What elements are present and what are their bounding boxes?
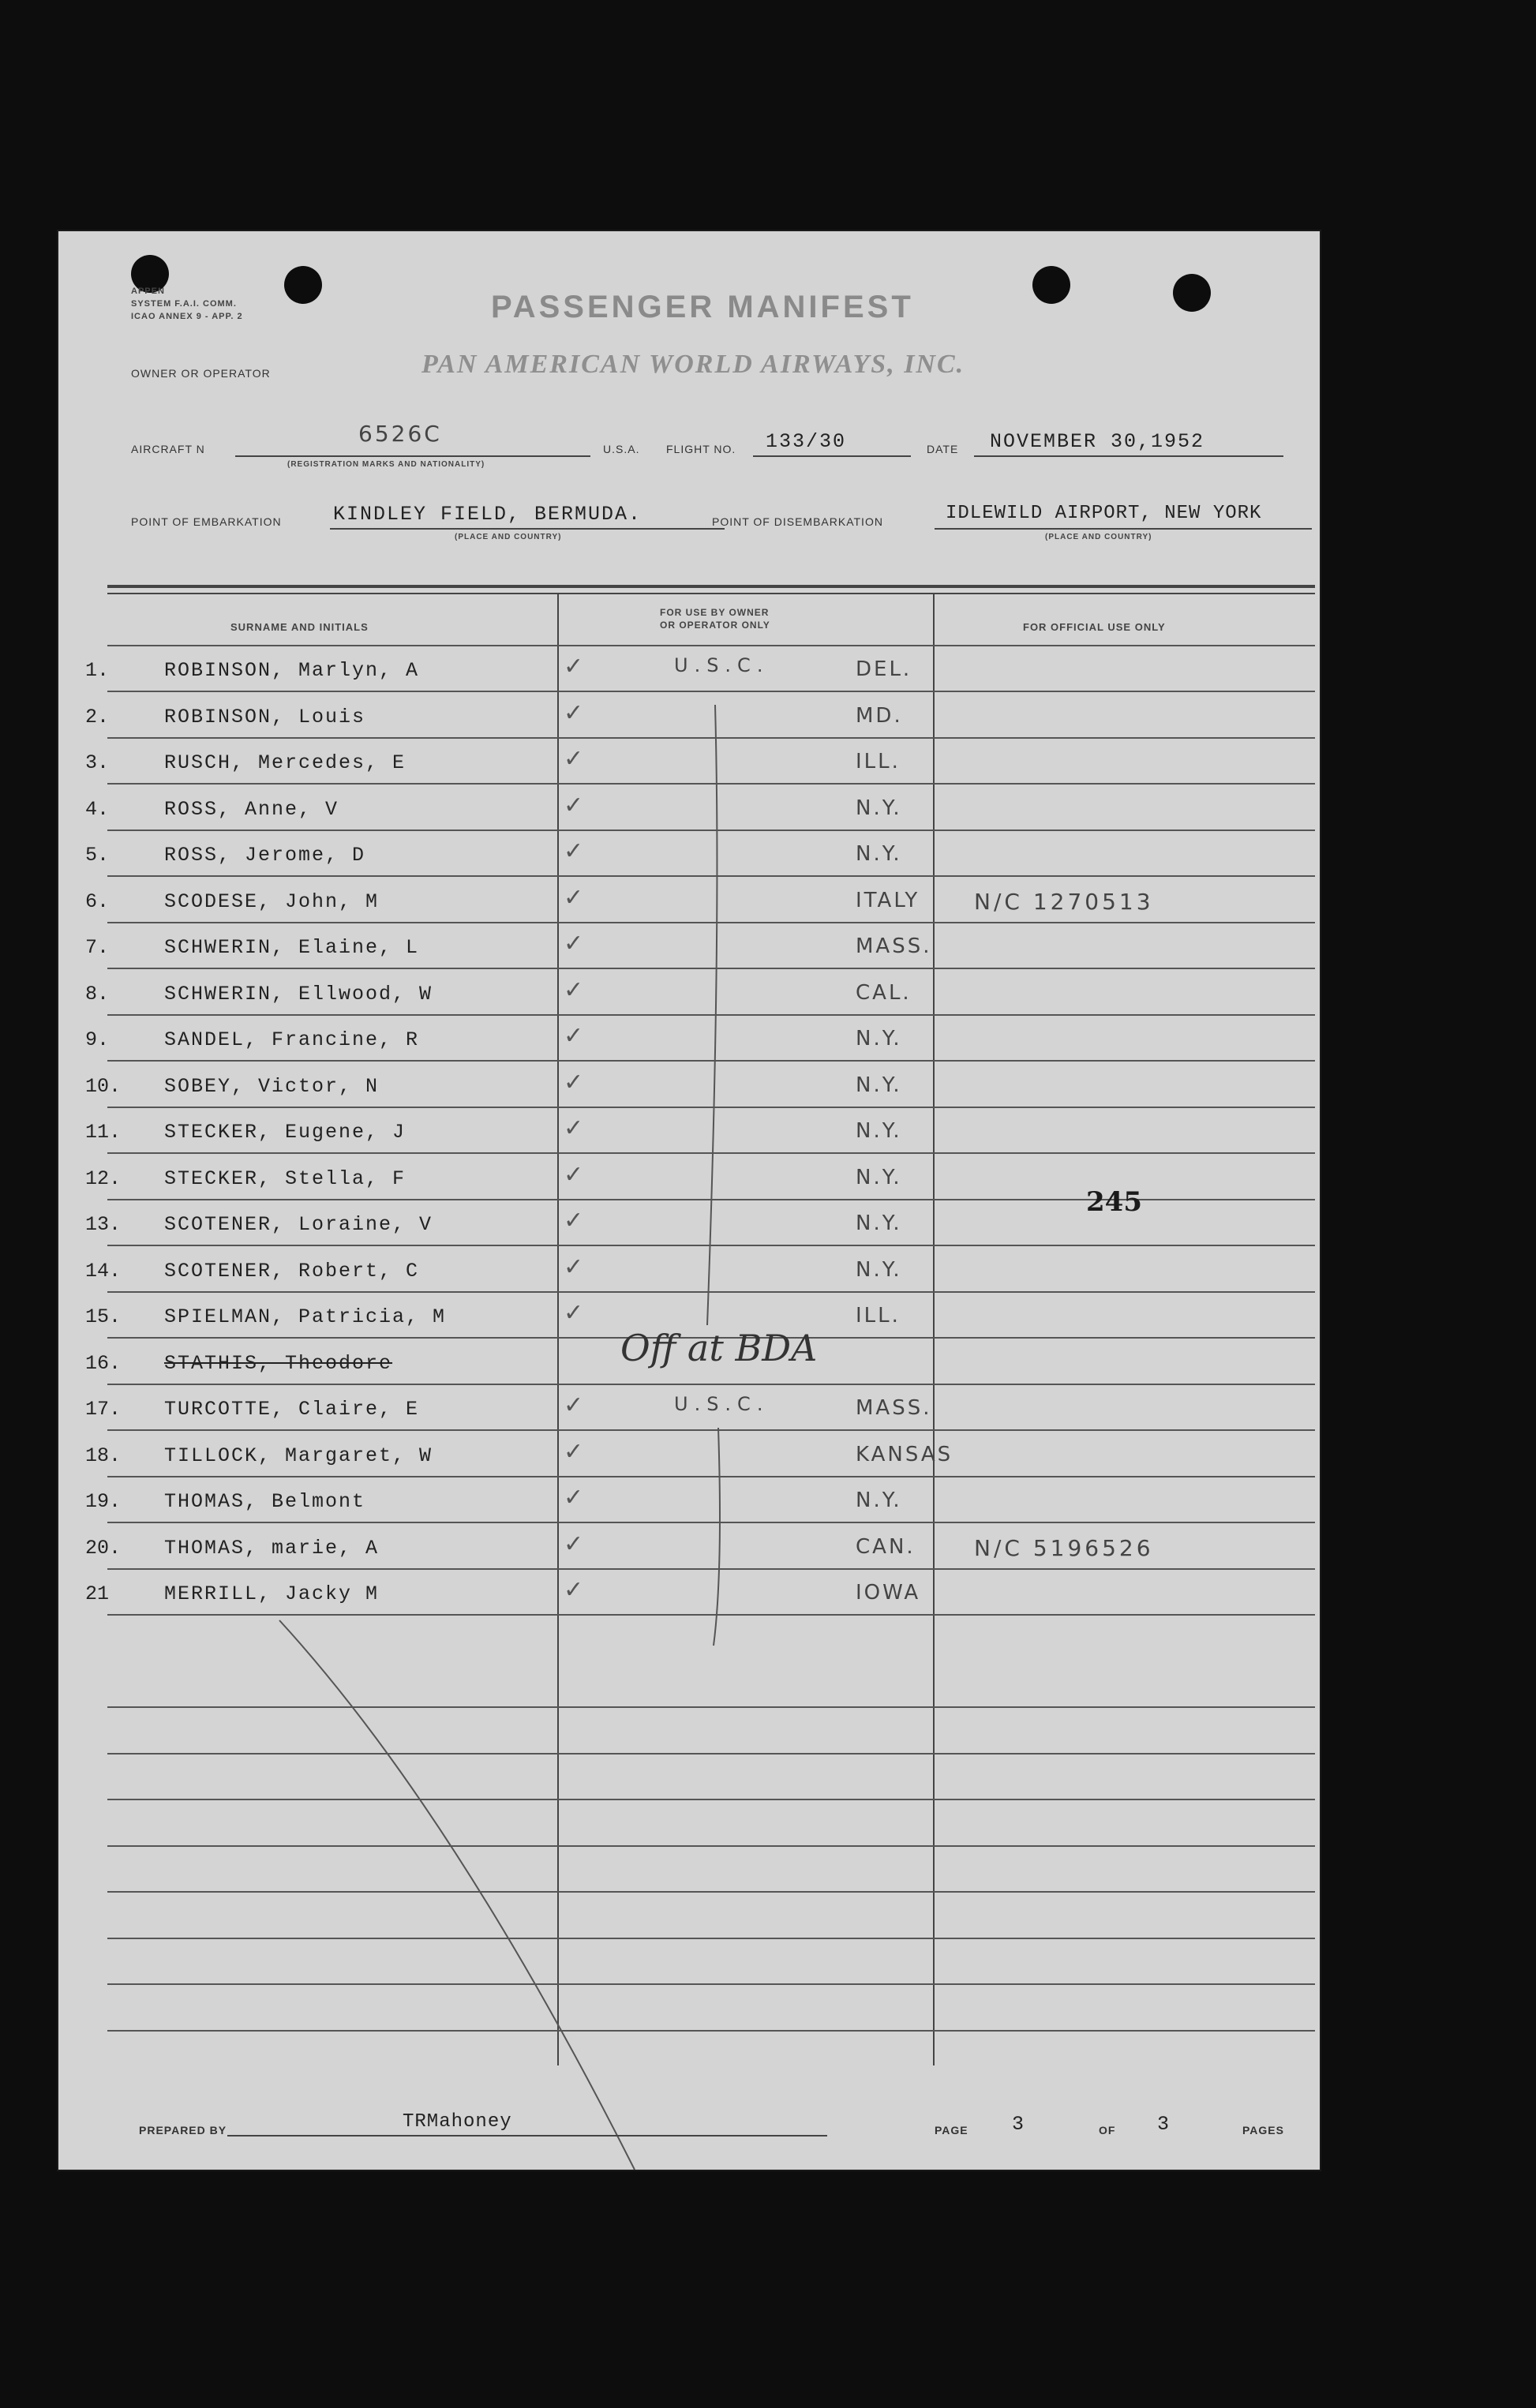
row-number: 3. <box>85 751 110 774</box>
col-official-header: FOR OFFICIAL USE ONLY <box>1023 621 1166 633</box>
airline-name: PAN AMERICAN WORLD AIRWAYS, INC. <box>421 350 965 379</box>
row-number: 14. <box>85 1260 122 1283</box>
passenger-name: TILLOCK, Margaret, W <box>164 1444 433 1467</box>
residence-state: N.Y. <box>856 1211 902 1235</box>
passenger-name: STATHIS, Theodore <box>164 1352 393 1375</box>
residence-state: ILL. <box>856 1304 901 1328</box>
embark-label: POINT OF EMBARKATION <box>131 515 282 528</box>
row-number: 21 <box>85 1582 110 1605</box>
row-number: 7. <box>85 936 110 959</box>
checkmark: ✓ <box>564 1530 584 1558</box>
manifest-page <box>58 231 1320 2170</box>
row-number: 15. <box>85 1305 122 1328</box>
checkmark: ✓ <box>564 1114 584 1142</box>
residence-state: MD. <box>856 704 903 728</box>
checkmark: ✓ <box>564 1484 584 1511</box>
row-number: 17. <box>85 1398 122 1421</box>
residence-state: CAN. <box>856 1535 916 1559</box>
disembark-caption: (PLACE AND COUNTRY) <box>1045 533 1152 541</box>
checkmark: ✓ <box>564 1069 584 1096</box>
official-note: N/C 5196526 <box>974 1535 1154 1561</box>
row-number: 10. <box>85 1075 122 1098</box>
aircraft-label: AIRCRAFT N <box>131 443 205 455</box>
checkmark: ✓ <box>564 1438 584 1466</box>
flight-label: FLIGHT NO. <box>666 443 736 455</box>
row-number: 6. <box>85 890 110 913</box>
residence-state: ILL. <box>856 750 901 773</box>
checkmark: ✓ <box>564 1576 584 1604</box>
residence-state: KANSAS <box>856 1443 953 1466</box>
date-label: DATE <box>927 443 959 455</box>
aircraft-value: 6526C <box>358 421 442 447</box>
passenger-name: SCHWERIN, Ellwood, W <box>164 983 433 1006</box>
checkmark: ✓ <box>564 745 584 773</box>
citizenship-note: U.S.C. <box>674 654 770 676</box>
embark-value: KINDLEY FIELD, BERMUDA. <box>333 503 642 526</box>
embark-caption: (PLACE AND COUNTRY) <box>455 533 562 541</box>
col-surname-header: SURNAME AND INITIALS <box>230 621 369 633</box>
of-value: 3 <box>1157 2113 1171 2136</box>
pages-label: PAGES <box>1242 2124 1284 2136</box>
row-number: 12. <box>85 1167 122 1190</box>
form-code-3: ICAO ANNEX 9 - APP. 2 <box>131 312 243 321</box>
row-number: 13. <box>85 1213 122 1236</box>
page-title: PASSENGER MANIFEST <box>491 290 914 324</box>
date-value: NOVEMBER 30,1952 <box>990 430 1205 453</box>
row-number: 9. <box>85 1028 110 1051</box>
passenger-name: ROBINSON, Louis <box>164 706 366 728</box>
residence-state: MASS. <box>856 1396 932 1420</box>
residence-state: IOWA <box>856 1581 921 1605</box>
passenger-name: SPIELMAN, Patricia, M <box>164 1305 447 1328</box>
checkmark: ✓ <box>564 837 584 865</box>
passenger-name: RUSCH, Mercedes, E <box>164 751 406 774</box>
row-number: 4. <box>85 798 110 821</box>
passenger-name: SCHWERIN, Elaine, L <box>164 936 420 959</box>
col-owner-header-2: OR OPERATOR ONLY <box>660 620 770 631</box>
owner-label: OWNER OR OPERATOR <box>131 367 271 380</box>
off-at-bda-note: Off at BDA <box>620 1327 818 1369</box>
passenger-name: STECKER, Stella, F <box>164 1167 406 1190</box>
col-owner-header-1: FOR USE BY OWNER <box>660 607 770 618</box>
residence-state: N.Y. <box>856 1073 902 1097</box>
of-label: OF <box>1099 2124 1116 2136</box>
form-code-1: APPEN <box>131 286 165 296</box>
checkmark: ✓ <box>564 1391 584 1419</box>
passenger-name: SCOTENER, Loraine, V <box>164 1213 433 1236</box>
form-code-2: SYSTEM F.A.I. COMM. <box>131 299 237 309</box>
checkmark: ✓ <box>564 1299 584 1327</box>
citizenship-note: U.S.C. <box>674 1393 770 1415</box>
checkmark: ✓ <box>564 699 584 727</box>
page-label: PAGE <box>935 2124 968 2136</box>
checkmark: ✓ <box>564 884 584 912</box>
residence-state: N.Y. <box>856 796 902 820</box>
disembark-label: POINT OF DISEMBARKATION <box>712 515 883 528</box>
checkmark: ✓ <box>564 1207 584 1234</box>
row-number: 19. <box>85 1490 122 1513</box>
checkmark: ✓ <box>564 792 584 819</box>
usa-label: U.S.A. <box>603 443 640 455</box>
passenger-name: SOBEY, Victor, N <box>164 1075 380 1098</box>
row-number: 2. <box>85 706 110 728</box>
prepared-value: TRMahoney <box>403 2111 512 2133</box>
checkmark: ✓ <box>564 1161 584 1189</box>
passenger-name: TURCOTTE, Claire, E <box>164 1398 420 1421</box>
page-value: 3 <box>1012 2113 1026 2136</box>
disembark-value: IDLEWILD AIRPORT, NEW YORK <box>946 503 1262 524</box>
passenger-name: SCOTENER, Robert, C <box>164 1260 420 1283</box>
prepared-line <box>227 2135 827 2136</box>
checkmark: ✓ <box>564 653 584 680</box>
row-number: 11. <box>85 1121 122 1144</box>
checkmark: ✓ <box>564 930 584 957</box>
residence-state: N.Y. <box>856 842 902 866</box>
passenger-name: THOMAS, marie, A <box>164 1537 380 1560</box>
residence-state: N.Y. <box>856 1027 902 1050</box>
passenger-name: ROSS, Jerome, D <box>164 844 366 867</box>
residence-state: N.Y. <box>856 1119 902 1143</box>
row-number: 20. <box>85 1537 122 1560</box>
checkmark: ✓ <box>564 1253 584 1281</box>
row-number: 5. <box>85 844 110 867</box>
passenger-name: STECKER, Eugene, J <box>164 1121 406 1144</box>
passenger-name: SCODESE, John, M <box>164 890 380 913</box>
passenger-name: THOMAS, Belmont <box>164 1490 366 1513</box>
row-number: 16. <box>85 1352 122 1375</box>
checkmark: ✓ <box>564 1022 584 1050</box>
passenger-name: ROSS, Anne, V <box>164 798 339 821</box>
row-number: 18. <box>85 1444 122 1467</box>
row-number: 1. <box>85 659 110 682</box>
checkmark: ✓ <box>564 976 584 1004</box>
residence-state: MASS. <box>856 934 932 958</box>
row-number: 8. <box>85 983 110 1006</box>
prepared-label: PREPARED BY <box>139 2124 227 2136</box>
passenger-name: SANDEL, Francine, R <box>164 1028 420 1051</box>
residence-state: N.Y. <box>856 1258 902 1282</box>
residence-state: DEL. <box>856 657 912 681</box>
official-note: N/C 1270513 <box>974 889 1154 915</box>
residence-state: N.Y. <box>856 1166 902 1189</box>
passenger-name: ROBINSON, Marlyn, A <box>164 659 420 682</box>
residence-state: ITALY <box>856 889 920 912</box>
passenger-name: MERRILL, Jacky M <box>164 1582 380 1605</box>
official-stamp-number: 245 <box>1086 1186 1142 1218</box>
residence-state: N.Y. <box>856 1489 902 1512</box>
registration-caption: (REGISTRATION MARKS AND NATIONALITY) <box>287 460 485 469</box>
flight-value: 133/30 <box>766 430 847 453</box>
residence-state: CAL. <box>856 981 912 1005</box>
